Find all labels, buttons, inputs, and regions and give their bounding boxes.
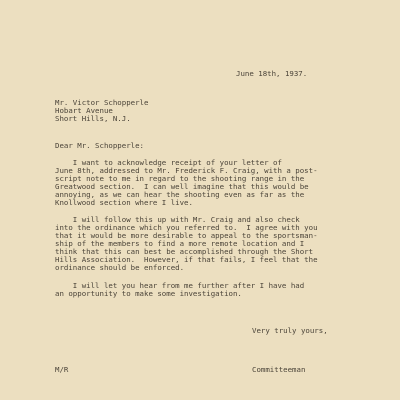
paragraph-2-line-4: ship of the members to find a more remote location and I [55, 239, 305, 248]
paragraph-1-line-4: Greatwood section. I can well imagine that this would be [55, 182, 309, 191]
paragraph-1-line-5: annoying, as we can hear the shooting even as far as the [55, 190, 305, 199]
paragraph-1-line-2: June 8th, addressed to Mr. Frederick F. Craig, with a post- [55, 166, 318, 175]
recipient-name: Mr. Victor Schopperle [55, 98, 149, 107]
salutation: Dear Mr. Schopperle: [55, 141, 144, 150]
typist-initials: M/R [55, 365, 69, 374]
paragraph-2-line-6: Hills Association. However, if that fails, I feel that the [55, 255, 318, 264]
paragraph-1-line-6: Knollwood section where I live. [55, 198, 193, 207]
letter-date: June 18th, 1937. [236, 69, 308, 78]
paragraph-2-line-3: that it would be more desirable to appeal to the sportsman- [55, 231, 318, 240]
closing: Very truly yours, [252, 326, 328, 335]
paragraph-2-line-1: I will follow this up with Mr. Craig and also check [55, 215, 300, 224]
paragraph-2-line-7: ordinance should be enforced. [55, 263, 185, 272]
paragraph-2-line-5: think that this can best be accomplished through the Short [55, 247, 314, 256]
recipient-street: Hobart Avenue [55, 106, 113, 115]
recipient-city: Short Hills, N.J. [55, 114, 131, 123]
signer-title: Committeeman [252, 365, 306, 374]
paragraph-3-line-2: an opportunity to make some investigation. [55, 289, 242, 298]
paragraph-2-line-2: into the ordinance which you referred to. I agree with you [55, 223, 318, 232]
paragraph-1-line-3: script note to me in regard to the shooting range in the [55, 174, 305, 183]
paragraph-1-line-1: I want to acknowledge receipt of your letter of [55, 158, 282, 167]
paragraph-3-line-1: I will let you hear from me further after I have had [55, 281, 305, 290]
